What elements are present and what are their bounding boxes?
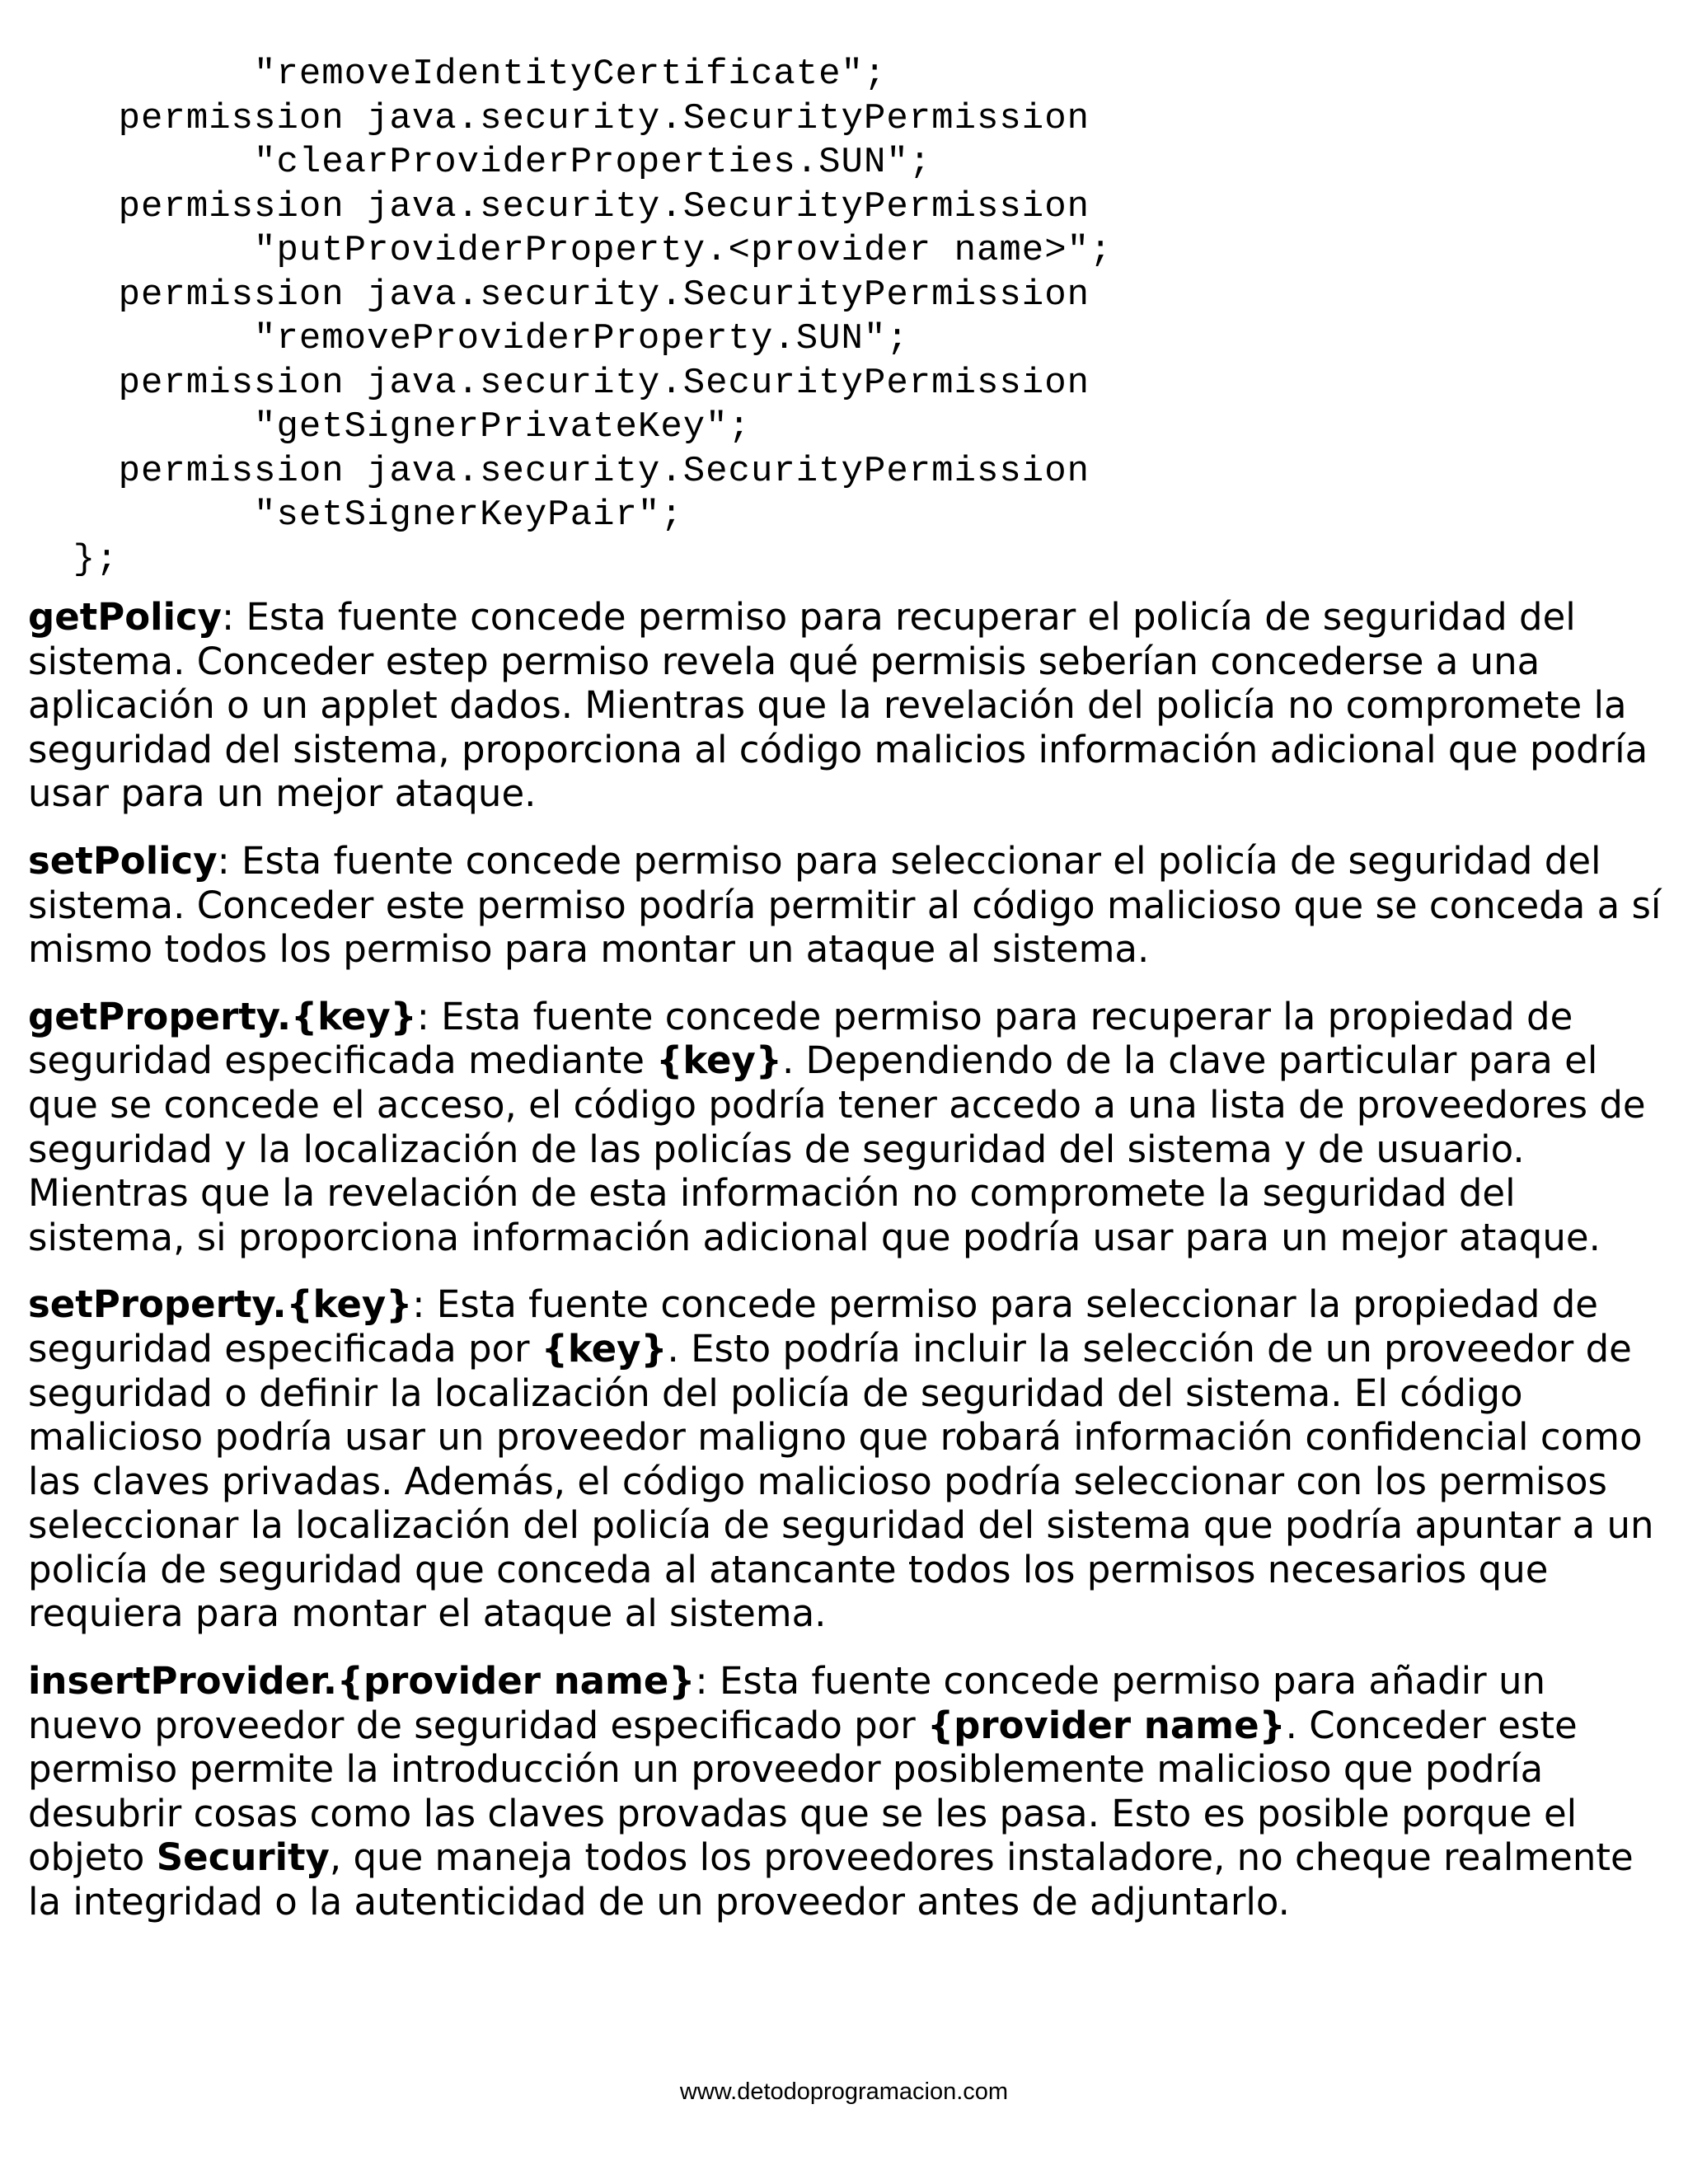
paragraph-text: : Esta fuente concede permiso para recuperar el policía de seguridad del sistema. Conceder estep permiso revela qué permisis seberían concederse a una aplicación o un applet dados. Mientras que la revelación del policía no compromete la seguridad del sistema, proporciona al código malicios información adicional que podría usar para un mejor ataque. bbox=[28, 595, 1648, 816]
code-line: "setSignerKeyPair"; bbox=[28, 494, 683, 536]
code-line: "removeIdentityCertificate"; bbox=[28, 54, 887, 95]
paragraph-text: . Dependiendo de la clave particular para el que se concede el acceso, el código podría tener accedo a una lista de proveedores de seguridad y la localización de las policías de seguridad del sistema y de usuario. Mientras que la revelación de esta información no compromete la seguridad del sistema, si proporciona información adicional que podría usar para un mejor ataque. bbox=[28, 1038, 1646, 1259]
term-security: Security bbox=[156, 1835, 330, 1880]
term-provider-name: {provider name} bbox=[927, 1703, 1286, 1747]
code-line: permission java.security.SecurityPermission bbox=[28, 185, 1090, 227]
code-line: "clearProviderProperties.SUN"; bbox=[28, 142, 932, 183]
paragraph-text: : Esta fuente concede permiso para seleccionar el policía de seguridad del sistema. Conceder este permiso podría permitir al código malicioso que se conceda a sí mismo todos los permiso para montar un ataque al sistema. bbox=[28, 838, 1662, 972]
paragraph-text: : Esta fuente concede permiso para seleccionar la propiedad de seguridad especificada por bbox=[28, 1282, 1598, 1371]
code-listing bbox=[28, 53, 1112, 582]
term-getproperty: getProperty.{key} bbox=[28, 994, 417, 1038]
code-line: permission java.security.SecurityPermission bbox=[28, 450, 1090, 492]
code-line: permission java.security.SecurityPermission bbox=[28, 97, 1090, 139]
paragraph-text: , que maneja todos los proveedores instaladore, no cheque realmente la integridad o la autenticidad de un proveedor antes de adjuntarlo. bbox=[28, 1835, 1634, 1924]
paragraph-text: . Esto podría incluir la selección de un proveedor de seguridad o definir la localización del policía de seguridad del sistema. El código malicioso podría usar un proveedor maligno que robará información confidencial como las claves privadas. Además, el código malicioso podría seleccionar con los permisos seleccionar la localización del policía de seguridad del sistema que podría apuntar a un policía de seguridad que conceda al atancante todos los permisos necesarios que requiera para montar el ataque al sistema. bbox=[28, 1326, 1654, 1636]
term-key: {key} bbox=[541, 1326, 668, 1371]
code-line: "putProviderProperty.<provider name>"; bbox=[28, 230, 1113, 271]
code-line: "getSignerPrivateKey"; bbox=[28, 406, 751, 448]
code-line: "removeProviderProperty.SUN"; bbox=[28, 318, 909, 359]
term-key: {key} bbox=[656, 1038, 782, 1083]
paragraph-text: . Conceder este permiso permite la introducción un proveedor posiblemente malicioso que podría desubrir cosas como las claves provadas que se les pasa. Esto es posible porque el objeto bbox=[28, 1703, 1578, 1880]
term-setpolicy: setPolicy bbox=[28, 838, 218, 883]
term-insertprovider: insertProvider.{provider name} bbox=[28, 1659, 696, 1704]
paragraph-insertprovider bbox=[28, 1659, 1668, 1924]
code-line: permission java.security.SecurityPermission bbox=[28, 362, 1090, 404]
paragraph-getproperty bbox=[28, 995, 1668, 1260]
paragraph-setproperty bbox=[28, 1282, 1668, 1636]
code-line: permission java.security.SecurityPermission bbox=[28, 274, 1090, 316]
paragraph-text: : Esta fuente concede permiso para recuperar la propiedad de seguridad especificada mediante bbox=[28, 994, 1573, 1083]
footer-url: www.detodoprogramacion.com bbox=[679, 2079, 1009, 2105]
term-setproperty: setProperty.{key} bbox=[28, 1282, 413, 1327]
paragraph-setpolicy bbox=[28, 839, 1668, 972]
code-line: }; bbox=[28, 538, 119, 580]
paragraph-text: : Esta fuente concede permiso para añadir un nuevo proveedor de seguridad especificado por bbox=[28, 1659, 1546, 1747]
term-getpolicy: getPolicy bbox=[28, 595, 222, 639]
document-body bbox=[28, 595, 1668, 1947]
paragraph-getpolicy bbox=[28, 595, 1668, 816]
